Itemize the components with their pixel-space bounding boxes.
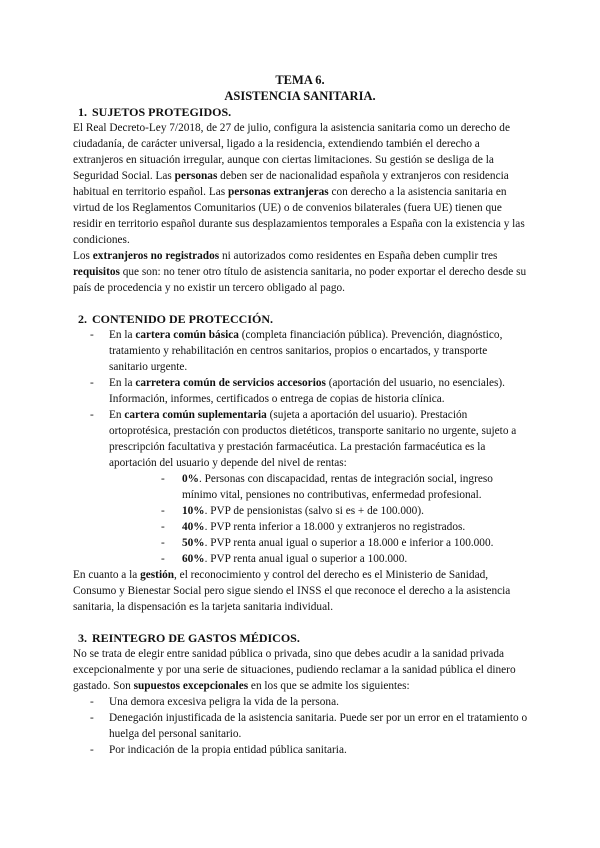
section-1-heading: 1. SUJETOS PROTEGIDOS.	[78, 105, 232, 119]
bullet-item	[90, 742, 529, 758]
dash-icon: -	[161, 553, 165, 565]
bullet-item	[90, 375, 529, 407]
text-run: En	[109, 409, 125, 421]
bold-term: gestión	[140, 569, 175, 581]
sub-bullet-item	[161, 519, 522, 535]
bold-term: 10%	[182, 505, 205, 517]
bullet-item	[90, 710, 529, 742]
text-run: Por indicación de la propia entidad pública sanitaria.	[109, 744, 347, 756]
text-run: con derecho a la asistencia sanitaria en virtud de los Reglamentos Comunitarios (UE) o de convenios bilaterales (fuera UE) tienen que residir en territorio español durante sus desplazamientos temporales a España con la existencia y las condiciones.	[73, 186, 525, 246]
bold-term: carretera común de servicios accesorios	[135, 377, 326, 389]
document-title: TEMA 6.	[275, 73, 325, 87]
text-run: que son: no tener otro título de asistencia sanitaria, no poder exportar el derecho desde su país de procedencia y no existir un tercero obligado al pago.	[73, 266, 527, 294]
text-run: En cuanto a la	[73, 569, 141, 581]
bold-term: extranjeros no registrados	[92, 250, 220, 262]
sub-bullet-item	[161, 471, 522, 503]
bullet-item	[90, 327, 529, 375]
text-run: No se trata de elegir entre sanidad pública o privada, sino que debes acudir a la sanidad privada excepcionalmente y por una serie de situaciones, pudiendo reclamar a la sanidad pública el dinero gastado. Son	[73, 648, 516, 692]
sub-bullet-item	[161, 503, 522, 519]
dash-icon: -	[90, 712, 94, 724]
dash-icon: -	[90, 409, 94, 421]
text-run: El Real Decreto-Ley 7/2018, de 27 de julio, configura la asistencia sanitaria como un derecho de ciudadanía, de carácter universal, ligado a la residencia, extendiendo también el derecho a extranjeros en situación irregular, aunque con ciertas limitaciones. Su gestión se desliga de la Seguridad Social. Las	[73, 122, 510, 182]
dash-icon: -	[90, 329, 94, 341]
bold-term: supuestos excepcionales	[133, 680, 249, 692]
bold-term: 60%	[182, 553, 205, 565]
text-run: . PVP de pensionistas (salvo si es + de 100.000).	[204, 505, 424, 517]
dash-icon: -	[161, 473, 165, 485]
text-run: . PVP renta inferior a 18.000 y extranjeros no registrados.	[204, 521, 466, 533]
section-3-heading: 3. REINTEGRO DE GASTOS MÉDICOS.	[78, 631, 300, 645]
bold-term: personas	[174, 170, 218, 182]
text-run: , el reconocimiento y control del derecho es el Ministerio de Sanidad, Consumo y Bienestar Social pero sigue siendo el INSS el que reconoce el derecho a la asistencia sanitaria, la dispensación es la tarjeta sanitaria individual.	[73, 569, 511, 613]
section-2-heading: 2. CONTENIDO DE PROTECCIÓN.	[78, 312, 274, 326]
bold-term: personas extranjeras	[227, 186, 329, 198]
text-run: . PVP renta anual igual o superior a 100.000.	[204, 553, 408, 565]
text-run: ni autorizados como residentes en España deben cumplir tres	[219, 250, 498, 262]
sub-bullet-item	[161, 551, 522, 567]
text-run: Denegación injustificada de la asistencia sanitaria. Puede ser por un error en el tratamiento o huelga del personal sanitario.	[109, 712, 528, 740]
bold-term: requisitos	[73, 266, 120, 278]
text-run: deben ser de nacionalidad española y extranjeros con residencia habitual en territorio español. Las	[73, 170, 509, 198]
section-2-paragraph	[73, 567, 528, 615]
bold-term: 40%	[182, 521, 205, 533]
section-1-paragraph-2	[73, 248, 528, 296]
bold-term: cartera común básica	[135, 329, 239, 341]
dash-icon: -	[161, 521, 165, 533]
dash-icon: -	[90, 377, 94, 389]
text-run: Los	[73, 250, 93, 262]
text-run: (completa financiación pública). Prevención, diagnóstico, tratamiento y rehabilitación en centros sanitarios, propios o encartados, y transporte sanitario urgente.	[109, 329, 503, 373]
dash-icon: -	[161, 537, 165, 549]
bold-term: cartera común suplementaria	[124, 409, 267, 421]
sub-bullet-item	[161, 535, 522, 551]
document-subtitle: ASISTENCIA SANITARIA.	[224, 89, 376, 103]
bullet-item	[90, 407, 529, 471]
section-3-paragraph	[73, 646, 528, 694]
text-run: En la	[109, 329, 136, 341]
text-run: En la	[109, 377, 136, 389]
text-run: (aportación del usuario, no esenciales). Información, informes, certificados o entrega de copias de historia clínica.	[109, 377, 505, 405]
dash-icon: -	[90, 744, 94, 756]
text-run: . PVP renta anual igual o superior a 18.000 e inferior a 100.000.	[204, 537, 494, 549]
dash-icon: -	[90, 696, 94, 708]
bold-term: 50%	[182, 537, 205, 549]
text-run: Una demora excesiva peligra la vida de la persona.	[109, 696, 339, 708]
bold-term: 0%	[182, 473, 199, 485]
bullet-item	[90, 694, 529, 710]
text-run: en los que se admite los siguientes:	[248, 680, 410, 692]
dash-icon: -	[161, 505, 165, 517]
section-1-paragraph-1	[73, 120, 528, 248]
text-run: (sujeta a aportación del usuario). Prestación ortoprotésica, prestación con productos dietéticos, transporte sanitario no urgente, sujeto a prescripción facultativa y prestación farmacéutica. La prestación farmacéutica es la aportación del usuario y depende del nivel de rentas:	[109, 409, 517, 469]
text-run: . Personas con discapacidad, rentas de integración social, ingreso mínimo vital, pensiones no contributivas, enfermedad profesional.	[182, 473, 493, 501]
